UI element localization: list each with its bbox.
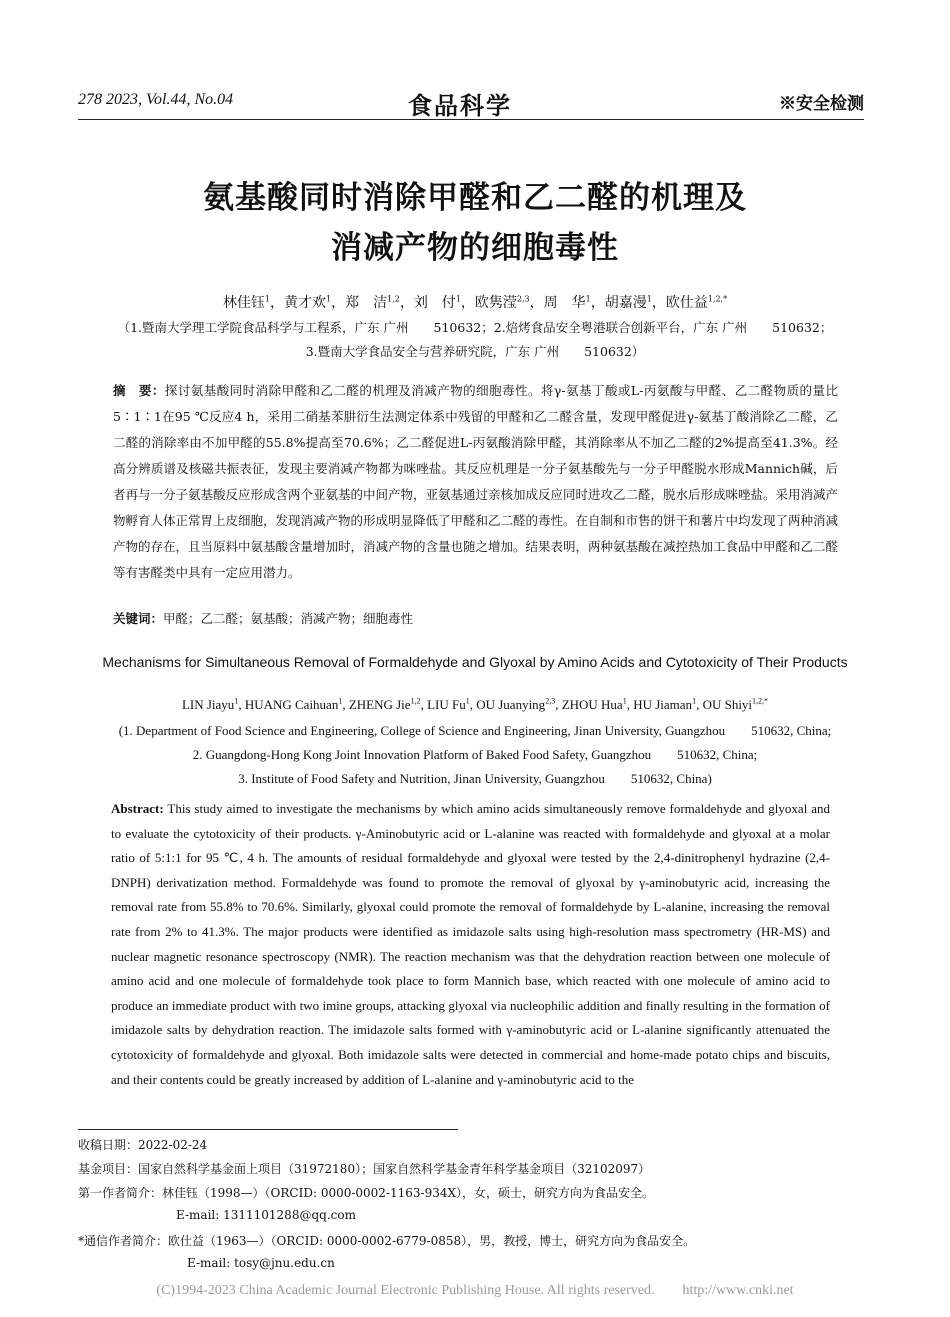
affiliations-en-line3: 3. Institute of Food Safety and Nutrition, Jinan University, Guangzhou 510632, China): [238, 771, 712, 786]
affiliations-en-line1: (1. Department of Food Science and Engineering, College of Science and Engineering, Jinan University, Guangzhou 510632, China;: [118, 723, 832, 738]
author-cn-name: 林佳钰: [222, 295, 265, 311]
author-en-name: OU Shiyi: [702, 697, 753, 712]
title-en: Mechanisms for Simultaneous Removal of Formaldehyde and Glyoxal by Amino Acids and Cytotoxicity of Their Products: [102, 654, 848, 670]
author-en-name: ZHENG Jie: [348, 697, 411, 712]
author-en-affiliation-mark: 2,3: [545, 696, 556, 706]
abstract-cn-text: 探讨氨基酸同时消除甲醛和乙二醛的机理及消减产物的细胞毒性。将γ-氨基丁酸或L-丙氨酸与甲醛、乙二醛物质的量比5∶1∶1在95 ℃反应4 h，采用二硝基苯肼衍生法测定体系中残留的甲醛和乙二醛含量，发现甲醛促进γ-氨基丁酸消除乙二醛，乙二醛的消除率由不加甲醛的55.8%提高至70.6%；乙二醛促进L-丙氨酸消除甲醛，其消除率从不加乙二醛的2%提高至41.3%。经高分辨质谱及核磁共振表征，发现主要消减产物都为咪唑盐。其反应机理是一分子氨基酸先与一分子甲醛脱水形成Mannich碱，后者再与一分子氨基酸反应形成含两个亚氨基的中间产物，亚氨基通过亲核加成反应同时进攻乙二醛，脱水后形成咪唑盐。采用消减产物孵育人体正常胃上皮细胞，发现消减产物的形成明显降低了甲醛和乙二醛的毒性。在自制和市售的饼干和薯片中均发现了两种消减产物的存在，且当原料中氨基酸含量增加时，消减产物的含量也随之增加。结果表明，两种氨基酸在减控热加工食品中甲醛和乙二醛等有害醛类中具有一定应用潜力。: [113, 383, 839, 580]
author-cn-affiliation-mark: 1: [264, 294, 270, 304]
author-cn-name: 刘 付: [413, 295, 456, 311]
author-en-name: LIN Jiayu: [181, 697, 235, 712]
author-cn-name: 欧隽滢: [474, 295, 517, 311]
header-divider: [78, 119, 864, 120]
footnote-corresponding-email: E-mail: tosy@jnu.edu.cn: [187, 1256, 335, 1270]
author-en-name: LIU Fu: [427, 697, 466, 712]
author-cn-name: 欧仕益: [665, 295, 708, 311]
footnote-fund: 基金项目：国家自然科学基金面上项目（31972180）；国家自然科学基金青年科学基金项目（32102097）: [78, 1162, 651, 1176]
affiliations-en-line2: 2. Guangdong-Hong Kong Joint Innovation Platform of Baked Food Safety, Guangzhou 510632, China;: [192, 747, 758, 762]
author-cn-name: 胡嘉漫: [604, 295, 647, 311]
author-cn-separator: ，: [590, 295, 605, 311]
author-cn-separator: ，: [460, 295, 475, 311]
keywords-cn-label: 关键词：: [113, 611, 164, 626]
affiliations-cn-line2: 3.暨南大学食品安全与营养研究院，广东 广州 510632）: [305, 344, 645, 359]
author-en-separator: ,: [342, 697, 349, 712]
footnote-first-email: E-mail: 1311101288@qq.com: [176, 1208, 356, 1222]
author-en-affiliation-mark: 1,2,*: [752, 696, 769, 706]
author-en-affiliation-mark: 1: [234, 696, 239, 706]
author-cn-affiliation-mark: 1: [325, 294, 332, 304]
affiliations-cn-line1: （1.暨南大学理工学院食品科学与工程系，广东 广州 510632；2.焙烤食品安全粤港联合创新平台，广东 广州 510632；: [117, 320, 833, 335]
author-en-separator: ,: [555, 697, 562, 712]
author-cn-affiliation-mark: 1: [455, 294, 461, 304]
journal-name: 食品科学: [408, 92, 512, 120]
authors-cn: [0, 292, 950, 312]
footnote-first-author: 第一作者简介：林佳钰（1998—）（ORCID: 0000-0002-1163-934X），女，硕士，研究方向为食品安全。: [78, 1186, 655, 1200]
author-cn-separator: ，: [331, 295, 346, 311]
author-en-separator: ,: [626, 697, 634, 712]
author-cn-affiliation-mark: 1: [585, 294, 591, 304]
keywords-cn: [113, 609, 413, 627]
abstract-en-text: This study aimed to investigate the mechanisms by which amino acids simultaneously remove formaldehyde and glyoxal and to evaluate the cytotoxicity of their products. γ-Aminobutyric acid or L-alanine was reacted with formaldehyde and glyoxal at a molar ratio of 5:1:1 for 95 ℃, 4 h. The amounts of residual formaldehyde and glyoxal were tested by the 2,4-dinitrophenyl hydrazine (2,4-DNPH) derivatization method. Formaldehyde was found to promote the removal of glyoxal by γ-aminobutyric acid, increasing the removal rate from 55.8% to 70.6%. Similarly, glyoxal could promote the removal of formaldehyde by L-alanine, increasing the removal rate from 2% to 41.3%. The major products were identified as imidazole salts using high-resolution mass spectrometry (HR-MS) and nuclear magnetic resonance spectroscopy (NMR). The reaction mechanism was that the dehydration reaction between one molecule of amino acid and one molecule of formaldehyde took place to form Mannich base, which reacted with one molecule of amino acid to produce an immediate product with two imine groups, attacking glyoxal via nucleophilic addition and finally resulting in the formation of imidazole salts by dehydration reaction. The imidazole salts formed with γ-aminobutyric acid or L-alanine significantly attenuated the cytotoxicity of formaldehyde and glyoxal. Both imidazole salts were detected in commercial and home-made potato chips and biscuits, and their contents could be greatly increased by addition of L-alanine and γ-aminobutyric acid to the: [111, 801, 830, 1087]
title-cn-line2: 消减产物的细胞毒性: [331, 230, 619, 266]
footnote-received: 收稿日期：2022-02-24: [78, 1138, 208, 1152]
author-cn-separator: ，: [269, 295, 284, 311]
author-en-affiliation-mark: 1: [692, 696, 697, 706]
author-en-name: ZHOU Hua: [561, 697, 623, 712]
copyright-watermark: (C)1994-2023 China Academic Journal Electronic Publishing House. All rights reserved. http://www.cnki.net: [156, 1283, 794, 1298]
author-en-name: HU Jiaman: [633, 697, 693, 712]
author-en-separator: ,: [696, 697, 703, 712]
title-cn-line1: 氨基酸同时消除甲醛和乙二醛的机理及: [203, 180, 747, 216]
author-en-separator: ,: [420, 697, 428, 712]
footnote-corresponding-author: *通信作者简介：欧仕益（1963—）（ORCID: 0000-0002-6779-0858），男，教授，博士，研究方向为食品安全。: [78, 1234, 696, 1248]
author-cn-separator: ，: [529, 295, 544, 311]
author-en-affiliation-mark: 1,2: [410, 696, 421, 706]
author-cn-affiliation-mark: 2,3: [516, 294, 530, 304]
author-cn-name: 黄才欢: [283, 295, 326, 311]
page-header-citation: 278 2023, Vol.44, No.04: [78, 91, 234, 108]
author-cn-name: 郑 洁: [345, 295, 388, 311]
abstract-cn: [113, 378, 838, 586]
abstract-en-label: Abstract:: [111, 801, 164, 816]
author-cn-affiliation-mark: 1,2: [387, 294, 400, 304]
section-label: ※安全检测: [779, 94, 864, 114]
author-cn-affiliation-mark: 1: [646, 294, 652, 304]
author-en-separator: ,: [469, 697, 477, 712]
author-cn-separator: ，: [399, 295, 414, 311]
author-en-affiliation-mark: 1: [338, 696, 343, 706]
author-cn-separator: ，: [651, 295, 666, 311]
author-en-separator: ,: [238, 697, 245, 712]
author-en-name: HUANG Caihuan: [244, 697, 339, 712]
author-en-affiliation-mark: 1: [465, 696, 470, 706]
footnote-divider: [78, 1129, 458, 1130]
authors-en: [0, 697, 950, 713]
author-en-affiliation-mark: 1: [622, 696, 627, 706]
abstract-cn-label: 摘 要：: [113, 383, 165, 398]
keywords-cn-text: 甲醛；乙二醛；氨基酸；消减产物；细胞毒性: [163, 611, 414, 626]
author-en-name: OU Juanying: [476, 697, 546, 712]
author-cn-affiliation-mark: 1,2,*: [707, 294, 728, 304]
abstract-en: [111, 797, 830, 1092]
author-cn-name: 周 华: [543, 295, 586, 311]
